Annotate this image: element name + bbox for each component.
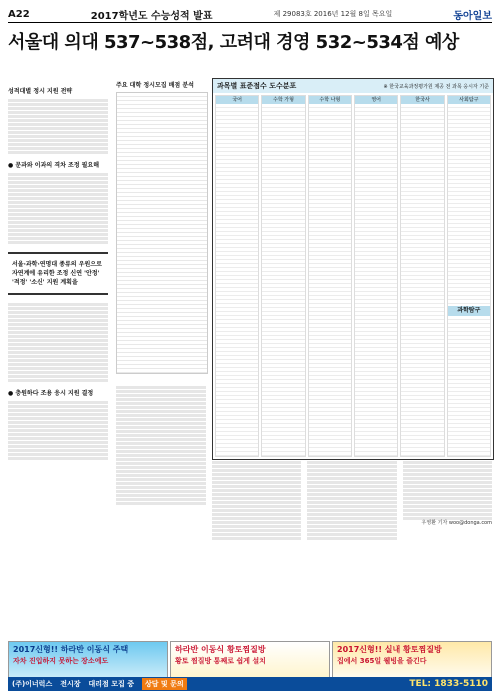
body-text-block	[403, 460, 492, 632]
body-text-block	[8, 99, 108, 154]
panel-header	[213, 79, 493, 93]
page-header	[8, 6, 492, 22]
ad-highlight: 자차 진입하지 못하는 장소에도	[13, 657, 109, 665]
article-bottom-columns	[212, 460, 492, 635]
body-text-block	[212, 460, 301, 632]
article-subhead-2: ● 충원하다 조용 응시 지원 결정	[8, 390, 94, 397]
article-subhead-1: ● 문과와 이과의 격차 조정 필요해	[8, 162, 100, 169]
admission-score-table	[116, 80, 206, 380]
column-social: 사회탐구 과학탐구	[447, 95, 491, 457]
newspaper-logo: 동아일보	[453, 10, 492, 22]
body-text-block	[8, 401, 108, 460]
header-rule	[8, 22, 492, 23]
panel-note: ※ 한국교육과정평가원 제공 전 과목 응시자 기준	[383, 83, 489, 90]
company-name: (주)이너럭스	[12, 680, 53, 688]
table-body	[116, 92, 208, 374]
article-left-column	[8, 80, 108, 640]
column-math-a: 수학 가형	[261, 95, 305, 457]
ad-highlight: 집에서 365일 웰빙을 즐긴다	[337, 657, 427, 665]
body-text-block	[8, 173, 108, 244]
section-title: 2017학년도 수능성적 발표	[90, 10, 213, 22]
page-number: A22	[8, 8, 30, 20]
column-history: 한국사	[400, 95, 444, 457]
article-continued-column	[116, 385, 206, 635]
column-english: 영어	[354, 95, 398, 457]
column-math-b: 수학 나형	[308, 95, 352, 457]
phone-number[interactable]: TEL: 1833-5110	[409, 679, 488, 689]
column-korean: 국어	[215, 95, 259, 457]
section-science-label: 과학탐구	[448, 306, 490, 316]
panel-columns	[215, 95, 491, 457]
article-headline: 서울대 의대 537~538점, 고려대 경영 532~534점 예상	[8, 32, 459, 53]
article-callout: 서울·과학·연명대 종류의 우원으로 자연계에 유리한 조정 신연 '안정' '적정' '소신' 지원 계획을	[8, 252, 108, 295]
consult-badge: 상담 및 문의	[142, 678, 187, 690]
reporter-credit: 우영환 기자 woo@donga.com	[421, 520, 492, 526]
dealer-recruit: 대리점 모집 중	[88, 680, 134, 688]
ad-highlight: 황토 찜질방 통째로 쉽게 설치	[175, 657, 266, 665]
article-byline: 성적대별 정시 지원 전략	[8, 88, 73, 95]
table-title: 주요 대학 정시모집 배점 분석	[116, 82, 194, 89]
score-distribution-panel	[212, 78, 494, 460]
panel-title: 과목별 표준점수 도수분포	[217, 82, 297, 90]
body-text-block	[8, 303, 108, 382]
ad-title: 2017신형!! 실내 황토찜질방	[337, 645, 442, 654]
ad-footer-bar	[8, 677, 492, 691]
issue-line: 제 29083호 2016년 12월 8일 목요일	[273, 10, 393, 18]
showroom-label: 전시장	[60, 680, 81, 688]
ad-title: 하라반 이동식 황토찜질방	[175, 645, 266, 654]
ad-title: 2017신형!! 하라반 이동식 주택	[13, 645, 129, 654]
body-text-block	[307, 460, 396, 632]
